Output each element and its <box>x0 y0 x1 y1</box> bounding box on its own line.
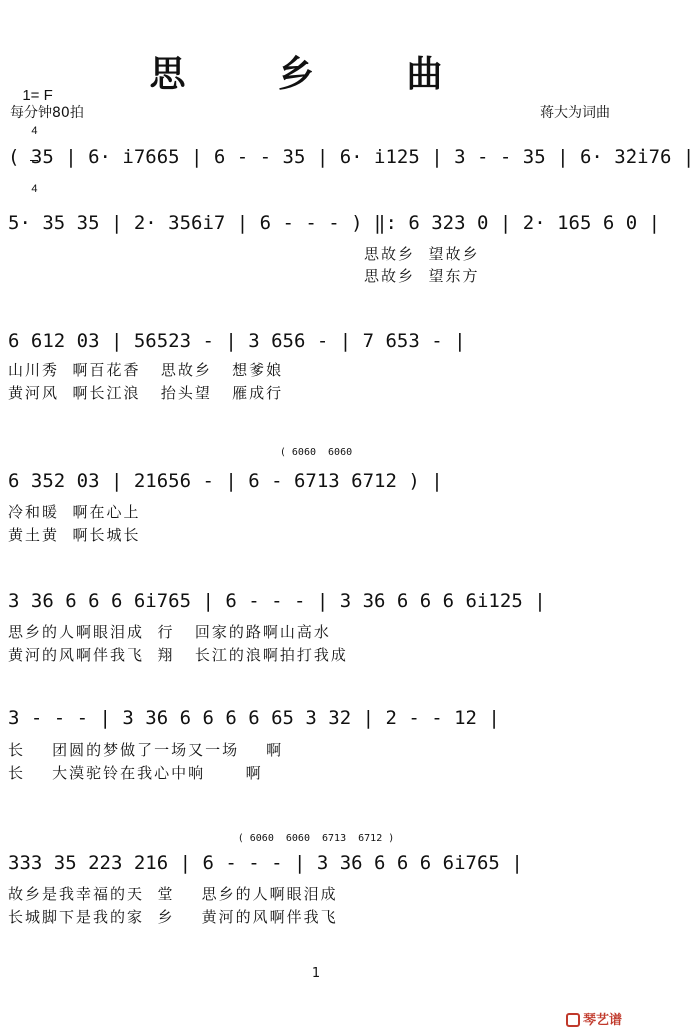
time-sig-bottom: 4 <box>31 183 38 195</box>
notation-line: 5· 35 35 | 2· 356i7 | 6 - - - ) ‖: 6 323 0 | 2· 165 6 0 | <box>8 212 661 234</box>
lyric-line: 思乡的人啊眼泪成 行 回家的路啊山高水 <box>8 623 331 641</box>
page-number: 1 <box>311 966 321 981</box>
lyric-line: 故乡是我幸福的天 堂 思乡的人啊眼泪成 <box>8 885 338 903</box>
notation-line: 3 36 6 6 6 6i765 | 6 - - - | 3 36 6 6 6 6i125 | <box>8 590 546 612</box>
watermark-logo <box>557 994 622 1028</box>
watermark-text: 琴艺谱 <box>582 1013 622 1028</box>
notation-line: 6 352 03 | 21656 - | 6 - 6713 6712 ) | <box>8 470 443 492</box>
lyric-line: 思故乡 望故乡 <box>364 245 480 263</box>
notation-line: 6 612 03 | 56523 - | 3 656 - | 7 653 - | <box>8 330 466 352</box>
notation-line: ( 35 | 6· i7665 | 6 - - 35 | 6· i125 | 3 - - 35 | 6· 3̇2̇i76 | <box>8 146 694 168</box>
lyric-line: 黄河的风啊伴我飞 翔 长江的浪啊拍打我成 <box>8 646 348 664</box>
lyric-line: 长城脚下是我的家 乡 黄河的风啊伴我飞 <box>8 908 338 926</box>
composer-credit: 蒋大为词曲 <box>540 105 610 121</box>
notation-line: 3 - - - | 3 36 6 6 6 6 65 3 32 | 2 - - 12 | <box>8 707 500 729</box>
variant-notation: ( 6060 6060 6713 6712 ) <box>237 833 395 844</box>
time-sig-top: 4 <box>31 125 38 137</box>
tempo-marking: 每分钟80拍 <box>10 105 84 121</box>
notation-line: 333 35 223 216 | 6 - - - | 3 36 6 6 6 6i765 | <box>8 852 523 874</box>
lyric-line: 黄土黄 啊长城长 <box>8 526 141 544</box>
lyric-line: 长 大漠驼铃在我心中响 啊 <box>8 764 263 782</box>
lyric-line: 黄河风 啊长江浪 抬头望 雁成行 <box>8 384 284 402</box>
lyric-line: 思故乡 望东方 <box>364 267 480 285</box>
qinyipu-logo-icon <box>566 1013 580 1027</box>
lyric-line: 冷和暖 啊在心上 <box>8 503 141 521</box>
variant-notation: ( 6060 6060 <box>279 447 353 458</box>
lyric-line: 长 团圆的梦做了一场又一场 啊 <box>8 741 284 759</box>
lyric-line: 山川秀 啊百花香 思故乡 想爹娘 <box>8 361 284 379</box>
key-label: 1= F <box>22 87 53 104</box>
song-title: 思 乡 曲 <box>149 53 483 95</box>
